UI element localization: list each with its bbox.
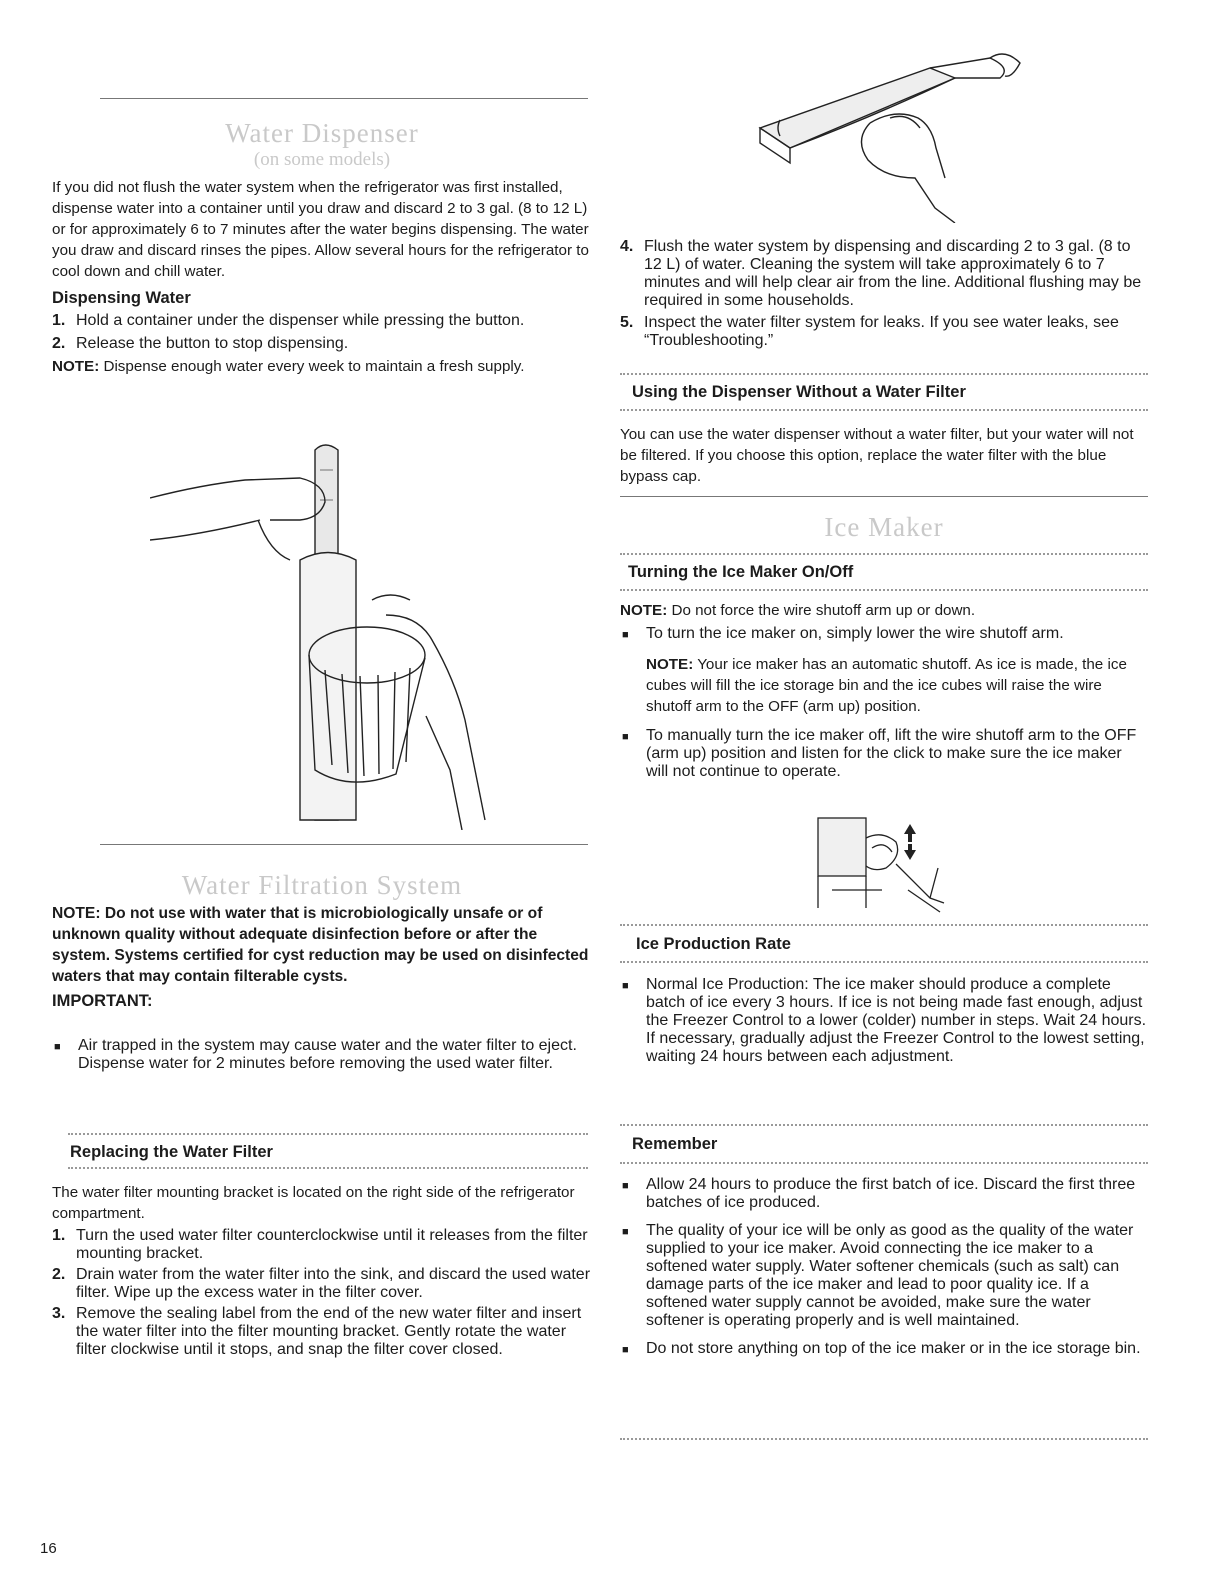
step-text: Inspect the water filter system for leaks. If you see water leaks, see “Troubleshooting.” [644, 314, 1119, 349]
production-heading-wrap [636, 932, 1164, 956]
onoff-section [620, 600, 1148, 781]
step-text: Hold a container under the dispenser while pressing the button. [76, 312, 525, 329]
step-text: Release the button to stop dispensing. [76, 335, 349, 352]
remember-heading: Remember [632, 1135, 718, 1153]
auto-shutoff-note [620, 654, 1148, 717]
section-rule [100, 98, 588, 99]
dispense-note [52, 356, 592, 377]
production-section [620, 970, 1148, 1066]
list-item [52, 1266, 592, 1302]
dotted-rule [620, 961, 1148, 963]
step-number: 2. [52, 1266, 66, 1283]
section-rule [100, 844, 588, 845]
without-filter-section [620, 424, 1148, 487]
filtration-warning: NOTE: Do not use with water that is microbiologically unsafe or of unknown quality without adequate disinfection before or after the system. Systems certified for cyst reduction may be used on disinfected waters that may contain filterable cysts. [52, 905, 589, 985]
dotted-rule [620, 589, 1148, 591]
step-number: 4. [620, 238, 634, 255]
bullet-icon: ■ [622, 1180, 629, 1192]
important-text: Air trapped in the system may cause water and the water filter to eject. Dispense water for 2 minutes before removing the used water filter. [78, 1037, 577, 1072]
note-label: NOTE: [620, 602, 668, 619]
list-item [52, 1305, 592, 1359]
step-number: 1. [52, 1227, 66, 1244]
dotted-rule [620, 1438, 1148, 1440]
flush-section [620, 236, 1148, 350]
water-dispenser-section [52, 118, 592, 377]
filtration-section [52, 870, 592, 1073]
list-item [620, 1340, 1148, 1361]
water-dispenser-title: Water Dispenser [225, 118, 419, 148]
list-item [620, 727, 1148, 781]
dotted-rule [620, 1162, 1148, 1164]
step-text: Drain water from the water filter into the sink, and discard the used water filter. Wipe up the excess water in the filter cover. [76, 1266, 591, 1301]
note-text: Do not force the wire shutoff arm up or down. [667, 602, 976, 619]
section-rule [620, 496, 1148, 497]
step-number: 1. [52, 312, 66, 329]
filter-bracket-illustration [750, 48, 1050, 223]
dispenser-illustration [150, 440, 490, 830]
ice-maker-illustration [812, 808, 962, 918]
dotted-rule [620, 553, 1148, 555]
list-item [620, 976, 1148, 1066]
dotted-rule [620, 373, 1148, 375]
dotted-rule [620, 409, 1148, 411]
filtration-title: Water Filtration System [181, 870, 463, 900]
ice-maker-section [620, 512, 1148, 543]
bullet-icon: ■ [622, 629, 629, 641]
bullet-icon: ■ [622, 980, 629, 992]
remember-text: Do not store anything on top of the ice maker or in the ice storage bin. [646, 1340, 1141, 1357]
page-number: 16 [40, 1540, 57, 1557]
list-item [620, 625, 1148, 646]
remember-section [620, 1176, 1148, 1361]
bullet-icon: ■ [622, 1344, 629, 1356]
replacing-heading-wrap [70, 1140, 610, 1164]
note-text: Your ice maker has an automatic shutoff. As ice is made, the ice cubes will fill the ice storage bin and the ice cubes will raise the wire shutoff arm to the OFF (arm up) position. [646, 656, 1127, 715]
note-label: NOTE: [646, 656, 694, 673]
list-item [52, 312, 592, 330]
list-item [52, 1037, 592, 1073]
step-number: 3. [52, 1305, 66, 1322]
step-text: Flush the water system by dispensing and discarding 2 to 3 gal. (8 to 12 L) of water. Cleaning the system will take approximately 6 to 7 minutes and will help clear air from the line. Additional flushing may be required in some households. [644, 238, 1142, 309]
arrow-up-icon [904, 824, 916, 842]
list-item [620, 238, 1148, 310]
step-text: Remove the sealing label from the end of the new water filter and insert the water filter into the filter mounting bracket. Gently rotate the water filter clockwise until it stops, and snap the filter cover closed. [76, 1305, 582, 1358]
bullet-icon: ■ [54, 1041, 61, 1053]
arrow-down-icon [904, 844, 916, 860]
dotted-rule [620, 924, 1148, 926]
remember-text: The quality of your ice will be only as good as the quality of the water supplied to your ice maker. Avoid connecting the ice maker to a softened water supply. Water softener chemicals (such as salt) can damage parts of the ice maker and lead to poor quality ice. If a softened water supply cannot be avoided, make sure the water softener is operating properly and is well maintained. [646, 1222, 1134, 1329]
bullet-icon: ■ [622, 731, 629, 743]
on-item-text: To turn the ice maker on, simply lower the wire shutoff arm. [646, 625, 1064, 642]
list-item [52, 335, 592, 353]
remember-text: Allow 24 hours to produce the first batch of ice. Discard the first three batches of ice produced. [646, 1176, 1136, 1211]
without-filter-heading: Using the Dispenser Without a Water Filter [632, 383, 966, 401]
step-number: 2. [52, 335, 66, 352]
dotted-rule [620, 1124, 1148, 1126]
list-item [620, 1176, 1148, 1212]
dispensing-water-heading: Dispensing Water [52, 289, 191, 307]
onoff-heading: Turning the Ice Maker On/Off [628, 563, 854, 581]
remember-heading-wrap [632, 1132, 1160, 1156]
onoff-note [620, 600, 1148, 621]
without-filter-text: You can use the water dispenser without a water filter, but your water will not be filtered. If you choose this option, replace the water filter with the blue bypass cap. [620, 426, 1134, 485]
important-label: IMPORTANT: [52, 992, 153, 1010]
water-dispenser-subtitle: (on some models) [253, 149, 391, 170]
replacing-intro: The water filter mounting bracket is located on the right side of the refrigerator compartment. [52, 1184, 575, 1222]
off-item-text: To manually turn the ice maker off, lift the wire shutoff arm to the OFF (arm up) position and listen for the click to make sure the ice maker will not continue to operate. [646, 727, 1137, 780]
replacing-heading: Replacing the Water Filter [70, 1143, 273, 1161]
production-text: Normal Ice Production: The ice maker should produce a complete batch of ice every 3 hours. If ice is not being made fast enough, adjust the Freezer Control to a lower (colder) number in steps. Wait 24 hours. If necessary, gradually adjust the Freezer Control to the lowest setting, waiting 24 hours between each adjustment. [646, 976, 1147, 1065]
bullet-icon: ■ [622, 1226, 629, 1238]
ice-maker-title: Ice Maker [824, 512, 944, 542]
note-text: Dispense enough water every week to maintain a fresh supply. [99, 358, 525, 375]
step-number: 5. [620, 314, 634, 331]
dotted-rule [68, 1133, 588, 1135]
step-text: Turn the used water filter counterclockwise until it releases from the filter mounting bracket. [76, 1227, 588, 1262]
note-label: NOTE: [52, 358, 100, 375]
list-item [620, 1222, 1148, 1330]
onoff-heading-wrap [628, 560, 1156, 584]
dotted-rule [68, 1167, 588, 1169]
production-heading: Ice Production Rate [636, 935, 791, 953]
list-item [620, 314, 1148, 350]
list-item [52, 1227, 592, 1263]
water-dispenser-intro: If you did not flush the water system when the refrigerator was first installed, dispense water into a container until you draw and discard 2 to 3 gal. (8 to 12 L) or for approximately 6 to 7 minutes after the water begins dispensing. The water you draw and discard rinses the pipes. Allow several hours for the refrigerator to cool down and chill water. [52, 179, 589, 280]
without-filter-heading-wrap [632, 380, 1160, 404]
replacing-section [52, 1182, 592, 1359]
